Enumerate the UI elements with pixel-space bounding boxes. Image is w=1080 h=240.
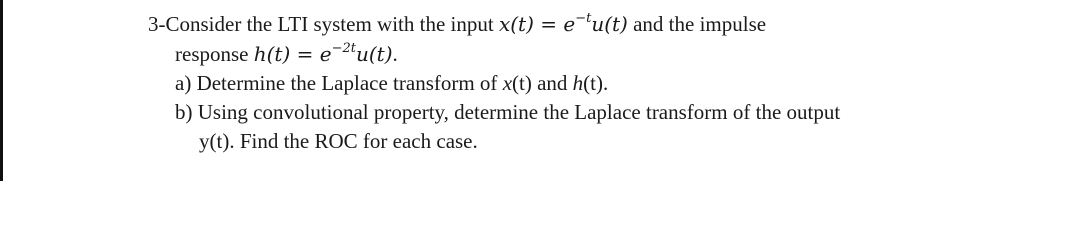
input-signal-name: x(t)	[498, 12, 534, 36]
input-signal-expression	[499, 12, 628, 36]
problem-line-2	[175, 42, 398, 66]
unit-step: u(t)	[591, 12, 628, 36]
equals-sign: =	[533, 12, 564, 36]
equals-sign: =	[290, 42, 320, 66]
impulse-response-name: h(t)	[253, 42, 291, 66]
part-a-h-arg: (t).	[583, 71, 609, 95]
part-b-line-2: y(t). Find the ROC for each case.	[199, 129, 478, 153]
period: .	[392, 42, 398, 66]
problem-intro-text: 3-Consider the LTI system with the input	[148, 12, 499, 36]
problem-line-1	[148, 12, 766, 36]
exp-base: e	[563, 12, 576, 36]
impulse-response-expression	[254, 42, 393, 66]
part-a-x-arg: (t)	[512, 71, 532, 95]
part-b-line-1: b) Using convolutional property, determine the Laplace transform of the output	[175, 100, 841, 124]
exp-power: −2t	[331, 41, 356, 56]
part-a-x: x	[502, 71, 513, 95]
problem-line-1-end: and the impulse	[627, 12, 767, 36]
left-edge-bar	[0, 0, 3, 181]
part-a	[175, 71, 608, 95]
unit-step: u(t)	[355, 42, 393, 66]
exp-base: e	[319, 42, 332, 66]
response-label: response	[175, 42, 254, 66]
part-a-h: h	[572, 71, 584, 95]
exp-power: −t	[575, 11, 592, 26]
part-a-and: and	[531, 71, 573, 95]
part-a-text: a) Determine the Laplace transform of	[175, 71, 503, 95]
